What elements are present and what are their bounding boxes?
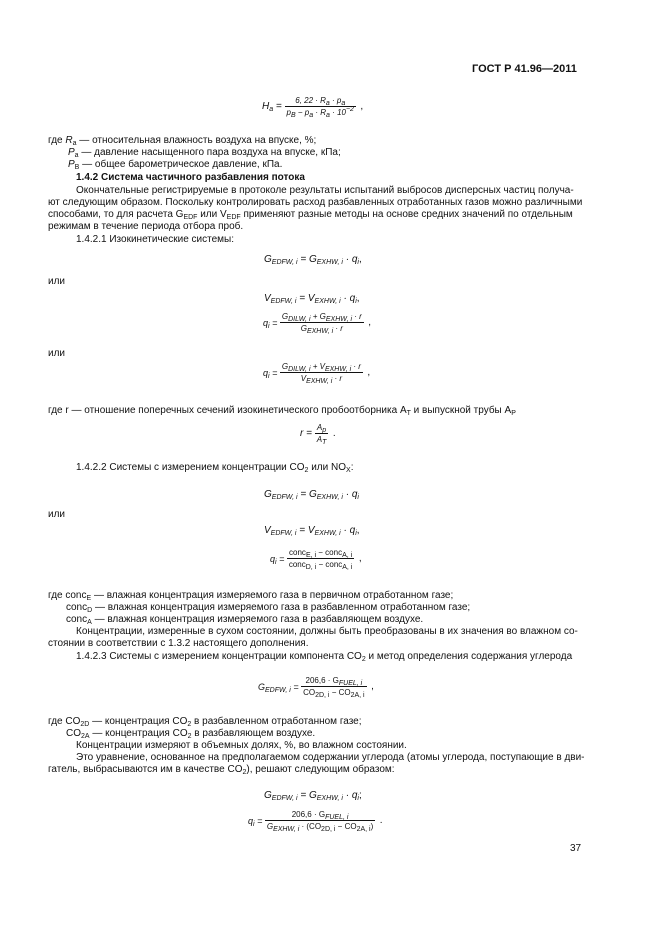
equation-5: $G_{EDFW, i} = G_{EXHW, i} \cdot q_i$ — [264, 489, 359, 501]
paragraph-4-line-1: Это уравнение, основанное на предполагаемом содержании углерода (атомы углерода, поступающие в дви- — [76, 752, 585, 763]
subsection-1-4-2-3: 1.4.2.3 Системы с измерением концентрации компонента $CO_2$ и метод определения содержания углерода — [76, 651, 573, 663]
section-heading: 1.4.2 Система частичного разбавления потока — [76, 172, 305, 183]
equation-4: $q_i$ = $\frac{G_{DILW, i} + V_{EXHW, i} \cdot r}{V_{EXHW, i} \cdot r}$ , — [263, 362, 371, 385]
equation-2: $V_{EDFW, i} = V_{EXHW, i} \cdot q_i$, — [264, 293, 360, 305]
paragraph-2-line-1: Концентрации, измеренные в сухом состоянии, должны быть преобразованы в их значения во влажном со- — [76, 626, 578, 637]
subsection-1-4-2-2: 1.4.2.2 Системы с измерением концентрации $CO_2$ или $NO_X$: — [76, 462, 354, 474]
or-word-3: или — [48, 509, 66, 520]
equation-8: $G_{EDFW, i}$ = $\frac{206,6 \cdot G_{FUEL, i}}{CO_{2D, i} - CO_{2A, i}}$ , — [258, 676, 374, 699]
equation-9: $G_{EDFW, i} = G_{EXHW, i} \cdot q_i$; — [264, 790, 362, 802]
paragraph-2-line-2: стоянии в соответствии с 1.3.2 настоящего дополнения. — [48, 638, 309, 649]
equation-6: $V_{EDFW, i} = V_{EXHW, i} \cdot q_i$, — [264, 525, 360, 537]
standard-header: ГОСТ Р 41.96—2011 — [472, 63, 577, 75]
paragraph-4-line-2: гатель, выбрасываются им в качестве $CO_2$), решают следующим образом: — [48, 764, 395, 776]
definition-pa: $P_a$ — давление насыщенного пара воздуха на впуске, кПа; — [68, 147, 341, 159]
definition-pb: $P_B$ — общее барометрическое давление, кПа. — [68, 159, 283, 171]
or-word-1: или — [48, 276, 66, 287]
equation-r: r = $\frac{A_p}{A_T}$ . — [300, 423, 336, 446]
paragraph-1-line-4: режимам в течение периода отбора проб. — [48, 221, 244, 232]
or-word-2: или — [48, 348, 66, 359]
definition-conc-a: conc$_A$ — влажная концентрация измеряемого газа в разбавляющем воздухе. — [66, 614, 424, 626]
definition-co2d: где $CO_{2D}$ — концентрация $CO_2$ в разбавленном отработанном газе; — [48, 716, 362, 728]
definition-co2a: $CO_{2A}$ — концентрация $CO_2$ в разбавляющем воздухе. — [66, 728, 316, 740]
paragraph-1-line-3: способами, то для расчета $G_{EDF}$ или $V_{EDF}$ применяют разные методы на основе средних значений по отдельным — [48, 209, 573, 221]
definition-r: где r — отношение поперечных сечений изокинетического пробоотборника $A_T$ и выпускной трубы $A_P$ — [48, 405, 516, 417]
equation-3: $q_i$ = $\frac{G_{DILW, i} + G_{EXHW, i} \cdot r}{G_{EXHW, i} \cdot r}$ , — [263, 312, 372, 335]
definition-ra: где $R_a$ — относительная влажность воздуха на впуске, %; — [48, 135, 317, 147]
equation-7: $q_i$ = $\frac{conc_{E, i} - conc_{A, i}}{conc_{D, i} - conc_{A, i}}$ , — [270, 548, 362, 571]
equation-ha: $H_a$ = $\frac{6, 22 \cdot R_a \cdot p_a}{p_B - p_a \cdot R_a \cdot 10^{-2}}$ , — [262, 96, 364, 119]
paragraph-1-line-2: ют следующим образом. Поскольку контролировать расход разбавленных отработанных газов можно различными — [48, 197, 583, 208]
equation-10: $q_i$ = $\frac{206,6 \cdot G_{FUEL, i}}{G_{EXHW, i} \cdot (CO_{2D, i} - CO_{2A, i})}$ . — [248, 810, 383, 833]
subsection-1-4-2-1: 1.4.2.1 Изокинетические системы: — [76, 234, 234, 245]
equation-1: $G_{EDFW, i} = G_{EXHW, i} \cdot q_i$, — [264, 254, 362, 266]
paragraph-1-line-1: Окончательные регистрируемые в протоколе результаты испытаний выбросов дисперсных частиц получа- — [76, 185, 574, 196]
page-number: 37 — [570, 843, 582, 854]
paragraph-3: Концентрации измеряют в объемных долях, %, во влажном состоянии. — [76, 740, 407, 751]
definition-conc-d: conc$_D$ — влажная концентрация измеряемого газа в разбавленном отработанном газе; — [66, 602, 471, 614]
definition-conc-e: где conc$_E$ — влажная концентрация измеряемого газа в первичном отработанном газе; — [48, 590, 454, 602]
